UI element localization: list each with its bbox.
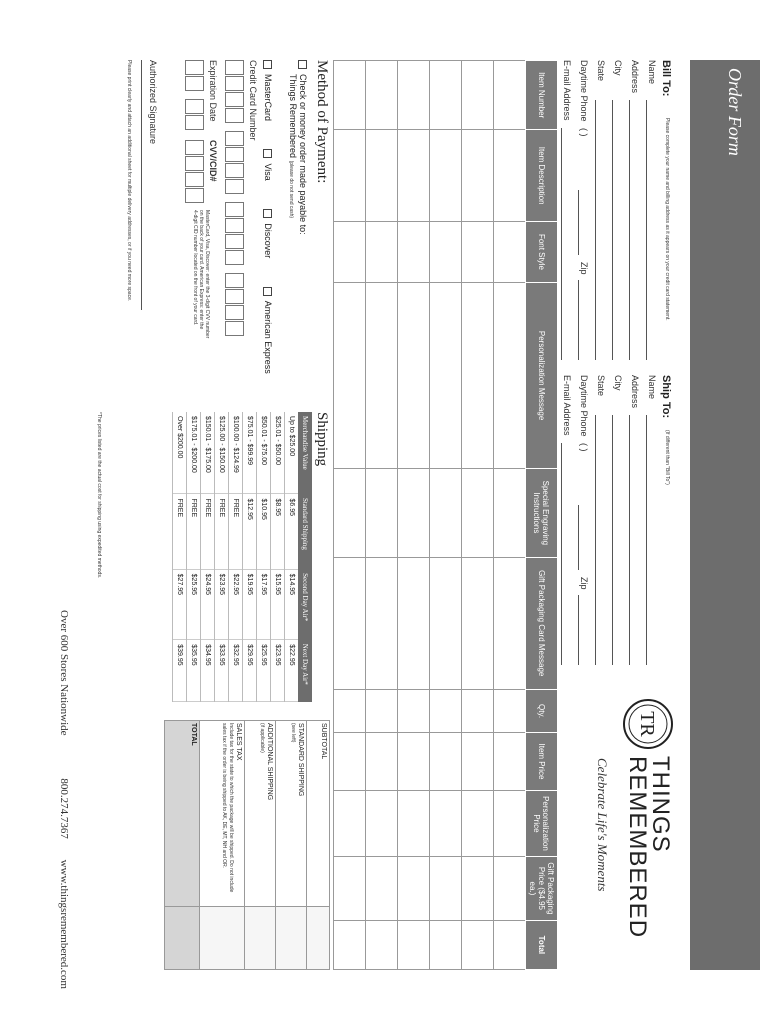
- shipping-heading: Shipping: [314, 412, 330, 467]
- ship-to-name-field[interactable]: [646, 415, 657, 665]
- shipping-footnote: *The prices listed are the actual cost for shipping using expedited methods.: [96, 412, 102, 579]
- sales-tax-value[interactable]: [200, 907, 245, 970]
- check-option[interactable]: [288, 60, 308, 235]
- col-total: Total: [526, 920, 558, 969]
- ship-to-note: (If different than "Bill To"): [664, 430, 670, 485]
- logo-line-2: REMEMBERED: [624, 756, 651, 939]
- logo-line-1: THINGS: [647, 756, 674, 853]
- col-item-description: Item Description: [526, 130, 558, 222]
- sales-tax-row: [200, 721, 245, 970]
- sales-tax-note: Include tax for the state to which the package will be shipped. Do not include sales tax if the order is being shipped to AK, DE, MT, NH and OR.: [221, 723, 234, 893]
- bill-to-name-field[interactable]: [646, 100, 657, 360]
- item-row[interactable]: [430, 61, 462, 970]
- item-row[interactable]: [398, 61, 430, 970]
- items-table: [333, 60, 558, 970]
- item-row[interactable]: [334, 61, 366, 970]
- ship-to-name-label: Name: [647, 375, 657, 400]
- logo-tagline: Celebrate Life's Moments: [595, 758, 610, 892]
- check-checkbox[interactable]: [298, 60, 307, 69]
- shipping-row: $50.01 - $75.00 $10.95 $17.95 $25.95: [257, 412, 271, 702]
- ship-to-state-label: State: [596, 375, 606, 397]
- item-row[interactable]: [462, 61, 494, 970]
- ship-to-phone-field[interactable]: [578, 505, 589, 570]
- shipping-col-merchandise: Merchandise Value: [298, 412, 312, 494]
- bill-to-city-field[interactable]: [612, 100, 623, 360]
- check-line-1: Check or money order made payable to:: [298, 74, 308, 235]
- shipping-row: $175.01 - $200.00 FREE $25.95 $35.95: [187, 412, 201, 702]
- item-row[interactable]: [366, 61, 398, 970]
- card-option-amex[interactable]: [263, 287, 273, 374]
- cvv-note-line-1: MasterCard, Visa, Discover: enter the 3-digit CVV number: [204, 210, 210, 339]
- cvv-boxes[interactable]: [180, 140, 204, 204]
- ship-to-phone-paren: ( ): [579, 443, 589, 452]
- total-row: [165, 721, 200, 970]
- shipping-row: $150.01 - $175.00 FREE $24.95 $34.95: [201, 412, 215, 702]
- card-number-label: Credit Card Number: [248, 60, 258, 141]
- items-header-row: [526, 61, 558, 970]
- totals-table: [164, 720, 330, 970]
- card-option-discover[interactable]: [263, 209, 273, 258]
- ship-to-email-field[interactable]: [561, 443, 572, 665]
- discover-label: Discover: [263, 223, 273, 259]
- card-option-visa[interactable]: [263, 149, 273, 180]
- bill-to-state-label: State: [596, 60, 606, 82]
- shipping-col-next-day: Next Day Air*: [298, 640, 312, 702]
- bill-to-zip-label: Zip: [579, 262, 589, 275]
- shipping-row: $125.00 - $150.00 FREE $23.95 $33.95: [215, 412, 229, 702]
- additional-shipping-note: (if applicable): [259, 723, 265, 753]
- bill-to-phone-field[interactable]: [578, 190, 589, 255]
- expiration-boxes[interactable]: [180, 60, 204, 131]
- ship-to-phone-label: Daytime Phone: [579, 375, 589, 437]
- mastercard-label: MasterCard: [263, 74, 273, 122]
- footer-website[interactable]: www.thingsremembered.com: [58, 859, 70, 989]
- ship-to-city-label: City: [613, 375, 623, 391]
- subtotal-value[interactable]: [307, 907, 330, 970]
- shipping-row: Up to $25.00 $6.95 $14.95 $22.95: [285, 412, 299, 702]
- bill-to-heading: Bill To:: [660, 60, 672, 97]
- discover-checkbox[interactable]: [263, 209, 272, 218]
- ship-to-email-label: E-mail Address: [562, 375, 572, 436]
- additional-shipping-label: ADDITIONAL SHIPPING: [266, 723, 273, 801]
- amex-label: American Express: [263, 300, 273, 374]
- card-option-mastercard[interactable]: [263, 60, 273, 121]
- bill-to-state-field[interactable]: [595, 100, 606, 360]
- bill-to-phone-paren: ( ): [579, 128, 589, 137]
- standard-shipping-note: (see left): [290, 723, 296, 743]
- total-value[interactable]: [165, 907, 200, 970]
- bill-to-email-field[interactable]: [561, 128, 572, 360]
- bill-to-email-label: E-mail Address: [562, 60, 572, 121]
- footer-phone: 800.274.7367: [58, 778, 70, 839]
- bill-to-city-label: City: [613, 60, 623, 76]
- additional-shipping-row: [245, 721, 276, 970]
- cvv-label: CVV/CID#: [208, 140, 218, 182]
- amex-checkbox[interactable]: [263, 287, 272, 296]
- subtotal-label: SUBTOTAL: [307, 721, 330, 907]
- bill-to-phone-label: Daytime Phone: [579, 60, 589, 122]
- standard-shipping-label: STANDARD SHIPPING: [297, 723, 304, 797]
- payment-heading: Method of Payment:: [314, 60, 330, 184]
- ship-to-address-field[interactable]: [629, 415, 640, 665]
- standard-shipping-value[interactable]: [276, 907, 307, 970]
- shipping-col-second-day: Second Day Air*: [298, 569, 312, 640]
- card-number-boxes[interactable]: [220, 60, 244, 337]
- shipping-table: [172, 412, 312, 702]
- col-gift-card-message: Gift Packaging Card Message: [526, 557, 558, 689]
- visa-checkbox[interactable]: [263, 149, 272, 158]
- shipping-header-row: [298, 412, 312, 702]
- cvv-note: [192, 210, 210, 390]
- check-line-2: Things Remembered: [287, 74, 298, 159]
- shipping-row: $100.00 - $124.99 FREE $22.95 $32.95: [229, 412, 243, 702]
- ship-to-city-field[interactable]: [612, 415, 623, 665]
- col-item-price: Item Price: [526, 733, 558, 791]
- shipping-col-standard: Standard Shipping: [298, 494, 312, 569]
- col-font-style: Font Style: [526, 221, 558, 282]
- col-gift-packaging-price: Gift Packaging Price ($4.95 ea.): [526, 857, 558, 921]
- signature-label: Authorized Signature: [148, 60, 158, 145]
- cvv-note-line-2: on the back of your card. American Express: enter the: [198, 210, 204, 330]
- subtotal-row: [307, 721, 330, 970]
- form-title: Order Form: [725, 68, 745, 156]
- bill-to-name-label: Name: [647, 60, 657, 85]
- cvv-note-line-3: 4-digit CID number located on the front of your card.: [192, 210, 198, 326]
- expiration-label: Expiration Date: [208, 60, 218, 122]
- check-note: (please do not send cash): [287, 160, 294, 219]
- col-qty: Qty.: [526, 689, 558, 732]
- header-band: [690, 60, 760, 970]
- shipping-row: $25.01 - $50.00 $8.95 $15.95 $23.95: [271, 412, 285, 702]
- ship-to-state-field[interactable]: [595, 415, 606, 665]
- shipping-row: Over $200.00 FREE $27.95 $39.95: [173, 412, 187, 702]
- tr-monogram-seal-icon: [622, 698, 674, 750]
- card-type-options: [260, 60, 278, 398]
- bill-to-address-field[interactable]: [629, 100, 640, 360]
- ship-to-heading: Ship To:: [660, 375, 672, 419]
- signature-line[interactable]: [141, 60, 142, 310]
- footer-stores: Over 600 Stores Nationwide: [58, 610, 70, 736]
- item-row[interactable]: [494, 61, 526, 970]
- bill-to-zip-field[interactable]: [578, 280, 589, 360]
- ship-to-address-label: Address: [630, 375, 640, 409]
- logo-monogram: TR: [636, 711, 658, 737]
- mastercard-checkbox[interactable]: [263, 60, 272, 69]
- bill-to-address-label: Address: [630, 60, 640, 94]
- footer-line: [58, 610, 70, 989]
- things-remembered-logo: [568, 698, 678, 958]
- sales-tax-label: SALES TAX: [235, 723, 242, 761]
- ship-to-zip-label: Zip: [579, 577, 589, 590]
- payment-footnote: Please print clearly and attach an additional sheet for multiple delivery addresses, or if you need more space.: [126, 60, 132, 302]
- shipping-row: $75.01 - $99.99 $12.95 $19.95 $29.95: [243, 412, 257, 702]
- col-personalization-price: Personalization Price: [526, 790, 558, 856]
- col-personalization-message: Personalization Message: [526, 282, 558, 468]
- visa-label: Visa: [263, 163, 273, 181]
- total-label: TOTAL: [165, 721, 200, 907]
- bill-to-note: Please complete your name and billing address as it appears on your credit card statement.: [664, 118, 670, 321]
- additional-shipping-value[interactable]: [245, 907, 276, 970]
- standard-shipping-row: [276, 721, 307, 970]
- ship-to-zip-field[interactable]: [578, 595, 589, 665]
- col-item-number: Item Number: [526, 61, 558, 130]
- col-special-engraving: Special Engraving Instructions: [526, 469, 558, 557]
